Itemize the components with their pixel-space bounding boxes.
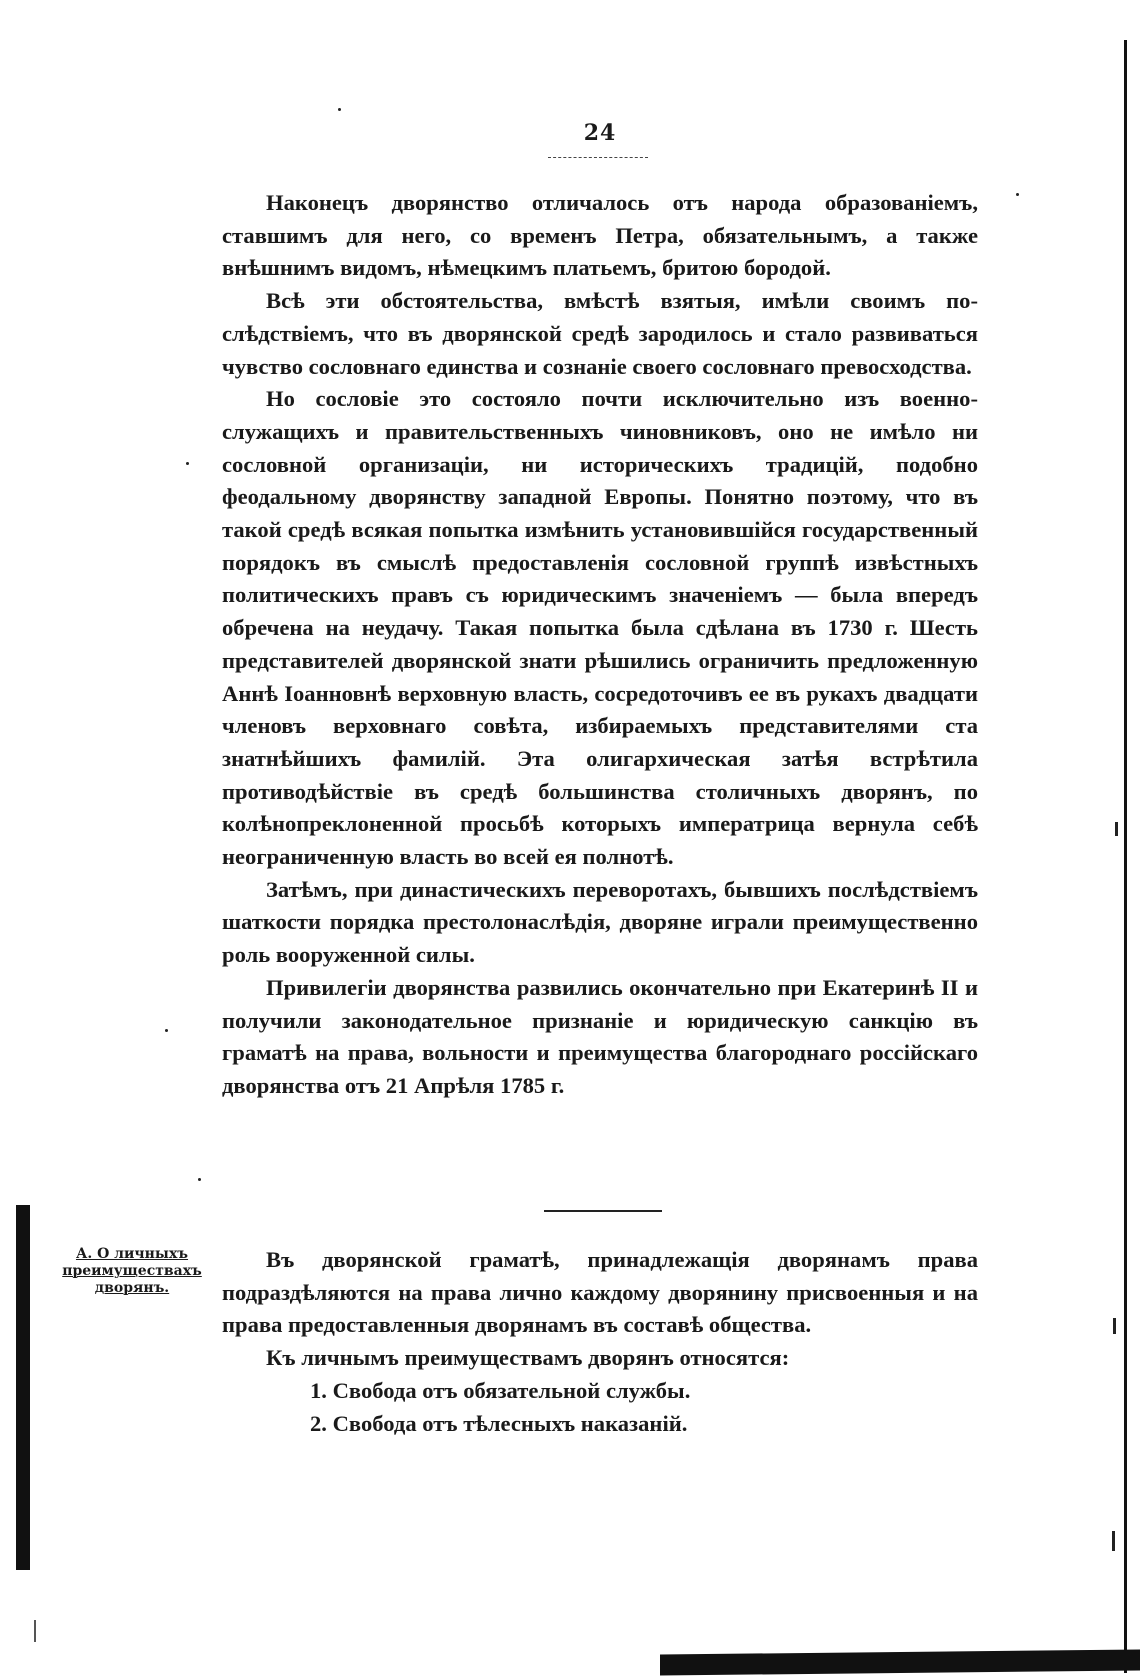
main-text-block xyxy=(222,187,978,1103)
margin-title-line: преимуществахъ xyxy=(62,1263,202,1279)
section-divider xyxy=(544,1210,662,1212)
margin-title-line: А. О личныхъ xyxy=(75,1246,189,1262)
paragraph: Всѣ эти обстоятельства, вмѣстѣ взятыя, имѣли своимъ послѣдствіемъ, что въ дворянской средѣ зародилось и стало развиваться чувство сословнаго единства и сознаніе своего сословнаго превосходства. xyxy=(222,288,978,379)
paragraph: Затѣмъ, при династическихъ переворотахъ, бывшихъ послѣдствіемъ шаткости порядка престолонаслѣдія, дворяне играли преимущественно роль вооруженной силы. xyxy=(222,876,978,968)
paragraph: Но сословіе это состояло почти исключительно изъ военнослужащихъ и правительственныхъ чиновниковъ, оно не имѣло ни сословной организаціи, ни историческихъ традицій, подобно феодальному дворянству западной Европы. Понятно поэтому, что въ такой средѣ всякая попытка измѣнить установившійся государственный порядокъ въ смыслѣ предоставленія сословной группѣ извѣстныхъ политическихъ правъ съ юридическимъ значеніемъ — была впередъ обречена на неудачу. Такая попытка была сдѣлана въ 1730 г. Шесть представителей дворянской знати рѣшились ограничить предложенную Аннѣ Іоанновнѣ верховную власть, сосредоточивъ ее въ рукахъ двадцати членовъ верховнаго совѣта, избираемыхъ представителями ста знатнѣйшихъ фамилій. Эта олигархическая затѣя встрѣтила противодѣйствіе въ средѣ большинства столичныхъ дворянъ, по колѣнопреклоненной просьбѣ которыхъ императрица вернула себѣ неограниченную власть во всей ея полнотѣ. xyxy=(222,386,978,870)
paragraph: Наконецъ дворянство отличалось отъ народа образованіемъ, ставшимъ для него, со временъ Петра, обязательнымъ, а также внѣшнимъ видомъ, нѣмецкимъ платьемъ, бритою бородой. xyxy=(222,190,978,281)
list-item: 2. Свобода отъ тѣлесныхъ наказаній. xyxy=(310,1410,688,1436)
margin-section-title xyxy=(40,1246,224,1297)
list-intro: Къ личнымъ преимуществамъ дворянъ относятся: xyxy=(266,1345,790,1371)
scan-edge-line-right xyxy=(1124,40,1127,1673)
paragraph: Привилегіи дворянства развились окончательно при Екатеринѣ II и получили законодательное признаніе и юридическую санкцію въ граматѣ на права, вольности и преимущества благороднаго россійскаго дворянства отъ 21 Апрѣля 1785 г. xyxy=(222,974,978,1098)
page-number: 24 xyxy=(583,120,617,146)
margin-title-line: дворянъ. xyxy=(94,1280,170,1296)
scan-edge-shadow-left xyxy=(16,1205,30,1570)
scan-edge-shadow-bottom xyxy=(660,1649,1140,1675)
scan-edge-mark xyxy=(1112,1531,1115,1551)
scan-speck xyxy=(186,462,189,465)
scan-edge-mark xyxy=(1113,1318,1116,1334)
scan-speck xyxy=(165,1029,168,1032)
scan-edge-tick xyxy=(34,1620,36,1642)
scan-edge-mark xyxy=(1115,822,1118,836)
scan-speck xyxy=(1016,193,1019,196)
list-item: 1. Свобода отъ обязательной службы. xyxy=(310,1377,691,1403)
section-intro: Въ дворянской граматѣ, принадлежащія дворянамъ права подраздѣляются на права лично каждому дворянину присвоенныя и на права предоставленныя дворянамъ въ составѣ общества. xyxy=(222,1247,978,1338)
section-a-text-block xyxy=(222,1244,978,1440)
scan-speck xyxy=(338,108,341,111)
scan-speck xyxy=(198,1178,201,1181)
page-number-rule xyxy=(548,157,648,158)
